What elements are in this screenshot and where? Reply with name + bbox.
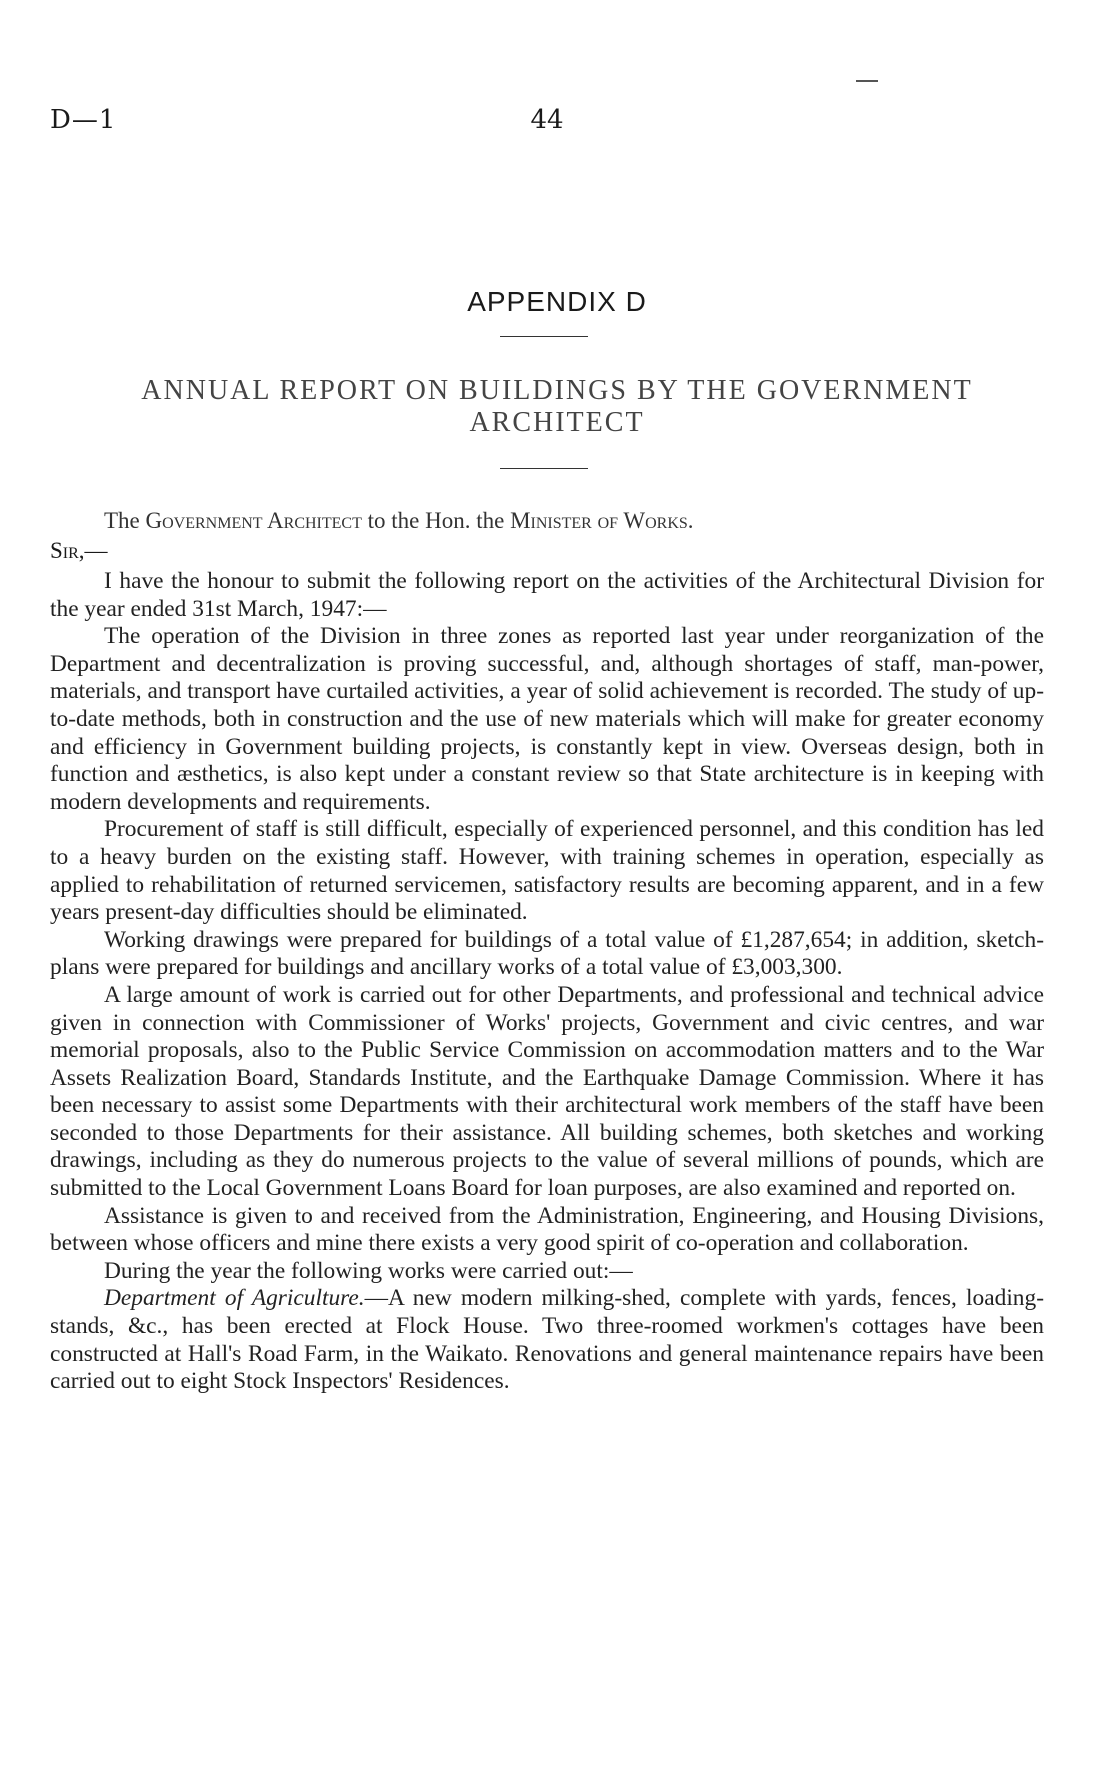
paragraph: Working drawings were prepared for buildings of a total value of £1,287,654; in addition, sketch-plans were prepared for buildings and ancillary works of a total value of £3,003,300. (50, 926, 1044, 981)
paragraph: I have the honour to submit the following report on the activities of the Architectural Division for the year ended 31st March, 1947:— (50, 568, 1044, 622)
report-title-line-2: ARCHITECT (469, 407, 645, 438)
salutation-line (104, 508, 694, 534)
salutation-to-the: to the Hon. the (361, 508, 511, 533)
report-title-line-1: ANNUAL REPORT ON BUILDINGS BY THE GOVERNMENT (141, 375, 973, 406)
agriculture-heading: Department of Agriculture. (104, 1285, 365, 1312)
document-code: D—1 (50, 105, 117, 135)
appendix-heading: APPENDIX D (467, 286, 647, 317)
salutation-to: Minister of Works (510, 508, 688, 533)
report-body (50, 568, 1044, 1396)
report-title (0, 375, 1114, 439)
paragraph: During the year the following works were carried out:— (104, 1257, 633, 1284)
page-number-container (0, 105, 1114, 135)
page-number: 44 (530, 105, 564, 135)
paragraph: Assistance is given to and received from the Administration, Engineering, and Housing Divisions, between whose officers and mine there exists a very good spirit of co-operation and collaboration. (50, 1202, 1044, 1257)
salutation-from: Government Architect (145, 508, 362, 533)
salutation-end: . (687, 508, 694, 533)
paragraph: The operation of the Division in three zones as reported last year under reorganization of the Department and decentralization is proving successful, and, although shortages of staff, man-power, materials, and transport have curtailed activities, a year of solid achievement is recorded. The study of up-to-date methods, both in construction and the use of new materials which will make for greater economy and efficiency in Government building projects, is constantly kept in view. Overseas design, both in function and æsthetics, is also kept under a constant review so that State architecture is in keeping with modern developments and requirements. (50, 623, 1044, 815)
agriculture-text: —A new modern milking-shed, complete with yards, fences, loading-stands, &c., has been erected at Flock House. Two three-roomed workmen's cottages have been constructed at Hall's Road Farm, in the Waikato. Renovations and general maintenance repairs have been carried out to eight Stock Inspectors' Residences. (50, 1285, 1044, 1395)
salutation-the: The (104, 508, 146, 533)
print-speck (856, 80, 878, 82)
sir-greeting: Sir,— (50, 538, 108, 563)
paragraph: A large amount of work is carried out for other Departments, and professional and technical advice given in connection with Commissioner of Works' projects, Government and civic centres, and war memorial proposals, also to the Public Service Commission on accommodation matters and to the War Assets Realization Board, Standards Institute, and the Earthquake Damage Commission. Where it has been necessary to assist some Departments with their architectural work members of the staff have been seconded to those Departments for their assistance. All building schemes, both sketches and working drawings, including as they do numerous projects to the value of several millions of pounds, which are submitted to the Local Government Loans Board for loan purposes, are also examined and reported on. (50, 981, 1044, 1202)
agriculture-paragraph (50, 1285, 1044, 1395)
divider-rule (500, 336, 588, 337)
divider-rule (500, 468, 588, 469)
paragraph: Procurement of staff is still difficult, especially of experienced personnel, and this condition has led to a heavy burden on the existing staff. However, with training schemes in operation, especially as applied to rehabilitation of returned servicemen, satisfactory results are becoming apparent, and in a few years present-day difficulties should be eliminated. (50, 816, 1044, 926)
